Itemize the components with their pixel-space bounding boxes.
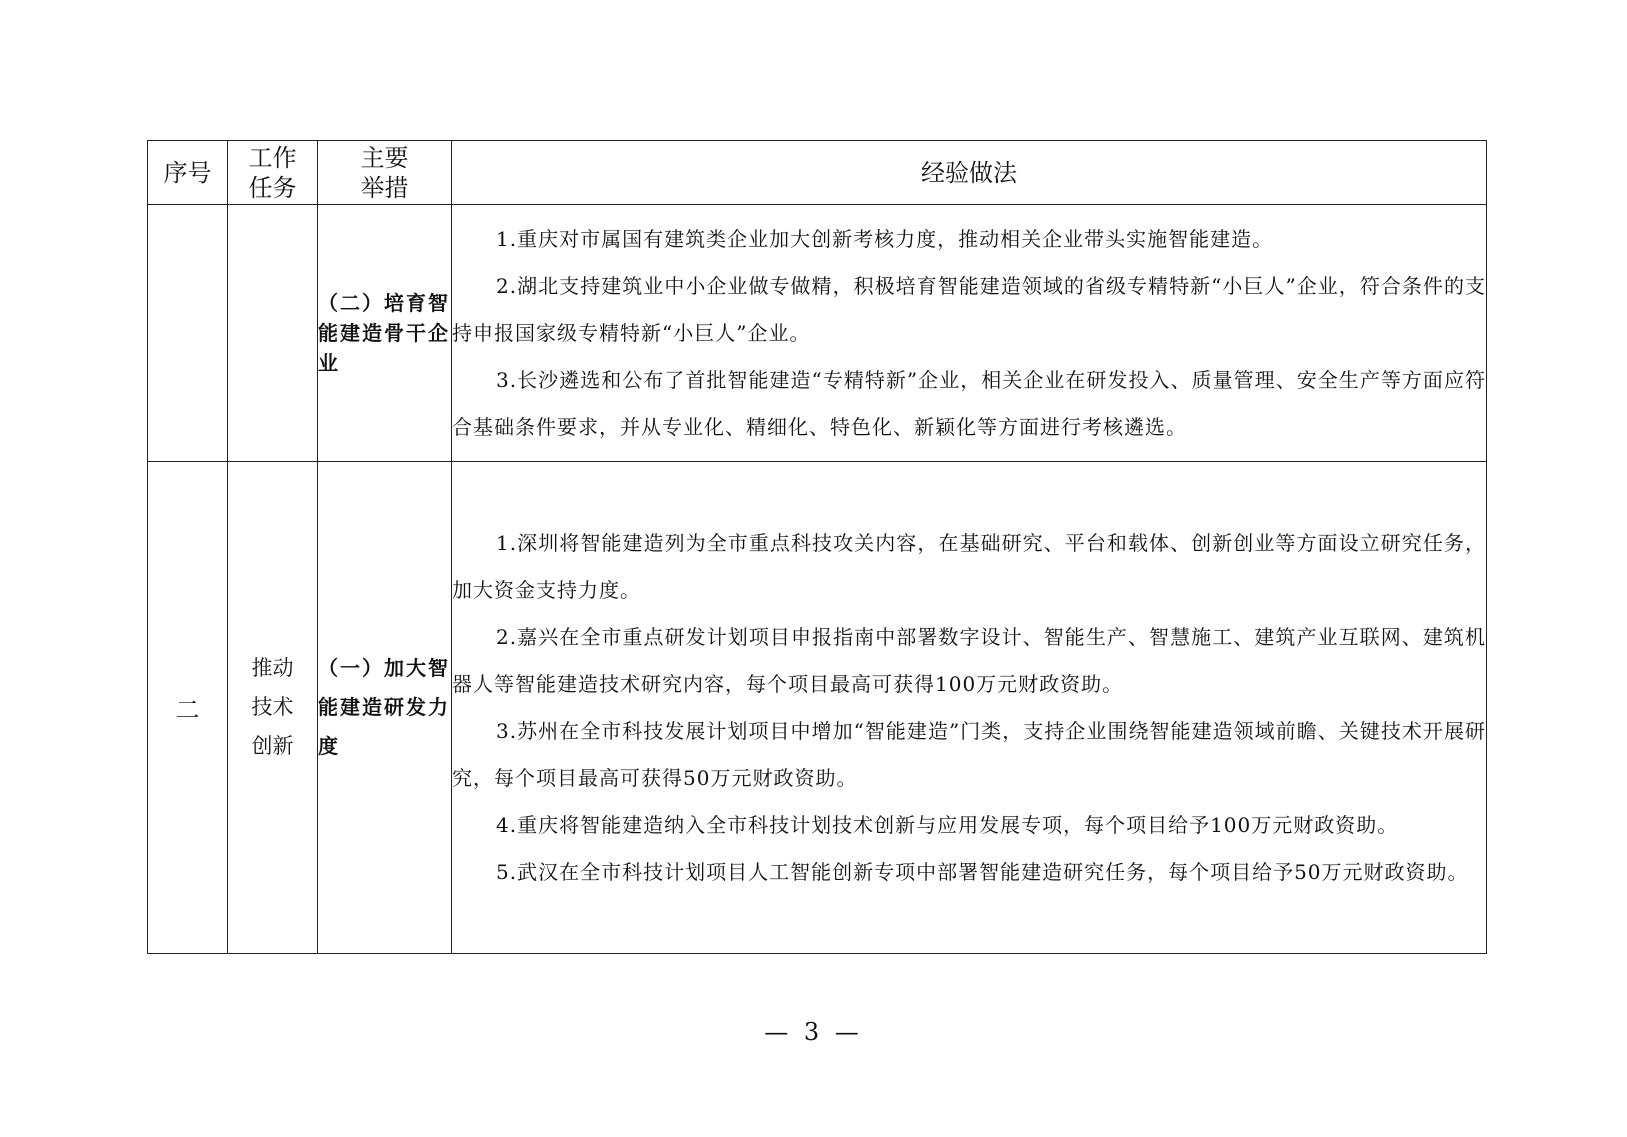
header-task-line: 工作	[248, 143, 297, 172]
measure-text: （二）培育智能建造骨干企业	[318, 291, 450, 375]
experience-item: 5.武汉在全市科技计划项目人工智能创新专项中部署智能建造研究任务，每个项目给予50万元财政资助。	[496, 859, 1469, 884]
task-line: 推动	[251, 656, 294, 680]
experience-cell	[452, 205, 1487, 462]
header-measure-line: 举措	[360, 173, 409, 202]
experience-item: 2.嘉兴在全市重点研发计划项目申报指南中部署数字设计、智能生产、智慧施工、建筑产业互联网、建筑机器人等智能建造技术研究内容，每个项目最高可获得100万元财政资助。	[452, 624, 1486, 696]
measure-text: （一）加大智能建造研发力度	[318, 656, 450, 758]
measure-cell	[318, 205, 452, 462]
task-line: 创新	[251, 734, 294, 758]
measure-cell	[318, 462, 452, 954]
seq-cell	[148, 205, 228, 462]
header-experience: 经验做法	[452, 141, 1487, 205]
header-measure	[318, 141, 452, 205]
header-measure-line: 主要	[360, 143, 409, 172]
experience-item: 3.苏州在全市科技发展计划项目中增加“智能建造”门类，支持企业围绕智能建造领域前瞻、关键技术开展研究，每个项目最高可获得50万元财政资助。	[452, 718, 1486, 790]
page-number: — 3 —	[764, 1018, 863, 1046]
seq-cell: 二	[148, 462, 228, 954]
table-header-row	[148, 141, 1487, 205]
experience-item: 1.深圳将智能建造列为全市重点科技攻关内容，在基础研究、平台和载体、创新创业等方面设立研究任务，加大资金支持力度。	[452, 530, 1486, 602]
experience-cell	[452, 462, 1487, 954]
experience-table	[147, 140, 1487, 954]
task-cell	[228, 205, 318, 462]
experience-item: 3.长沙遴选和公布了首批智能建造“专精特新”企业，相关企业在研发投入、质量管理、安全生产等方面应符合基础条件要求，并从专业化、精细化、特色化、新颖化等方面进行考核遴选。	[452, 367, 1486, 439]
experience-item: 1.重庆对市属国有建筑类企业加大创新考核力度，推动相关企业带头实施智能建造。	[496, 226, 1274, 251]
table-row	[148, 462, 1487, 954]
header-seq: 序号	[148, 141, 228, 205]
header-task	[228, 141, 318, 205]
task-cell	[228, 462, 318, 954]
experience-item: 4.重庆将智能建造纳入全市科技计划技术创新与应用发展专项，每个项目给予100万元财政资助。	[496, 812, 1399, 837]
header-task-line: 任务	[248, 173, 297, 202]
task-line: 技术	[251, 695, 294, 719]
experience-item: 2.湖北支持建筑业中小企业做专做精，积极培育智能建造领域的省级专精特新“小巨人”企业，符合条件的支持申报国家级专精特新“小巨人”企业。	[452, 273, 1486, 345]
table-row	[148, 205, 1487, 462]
